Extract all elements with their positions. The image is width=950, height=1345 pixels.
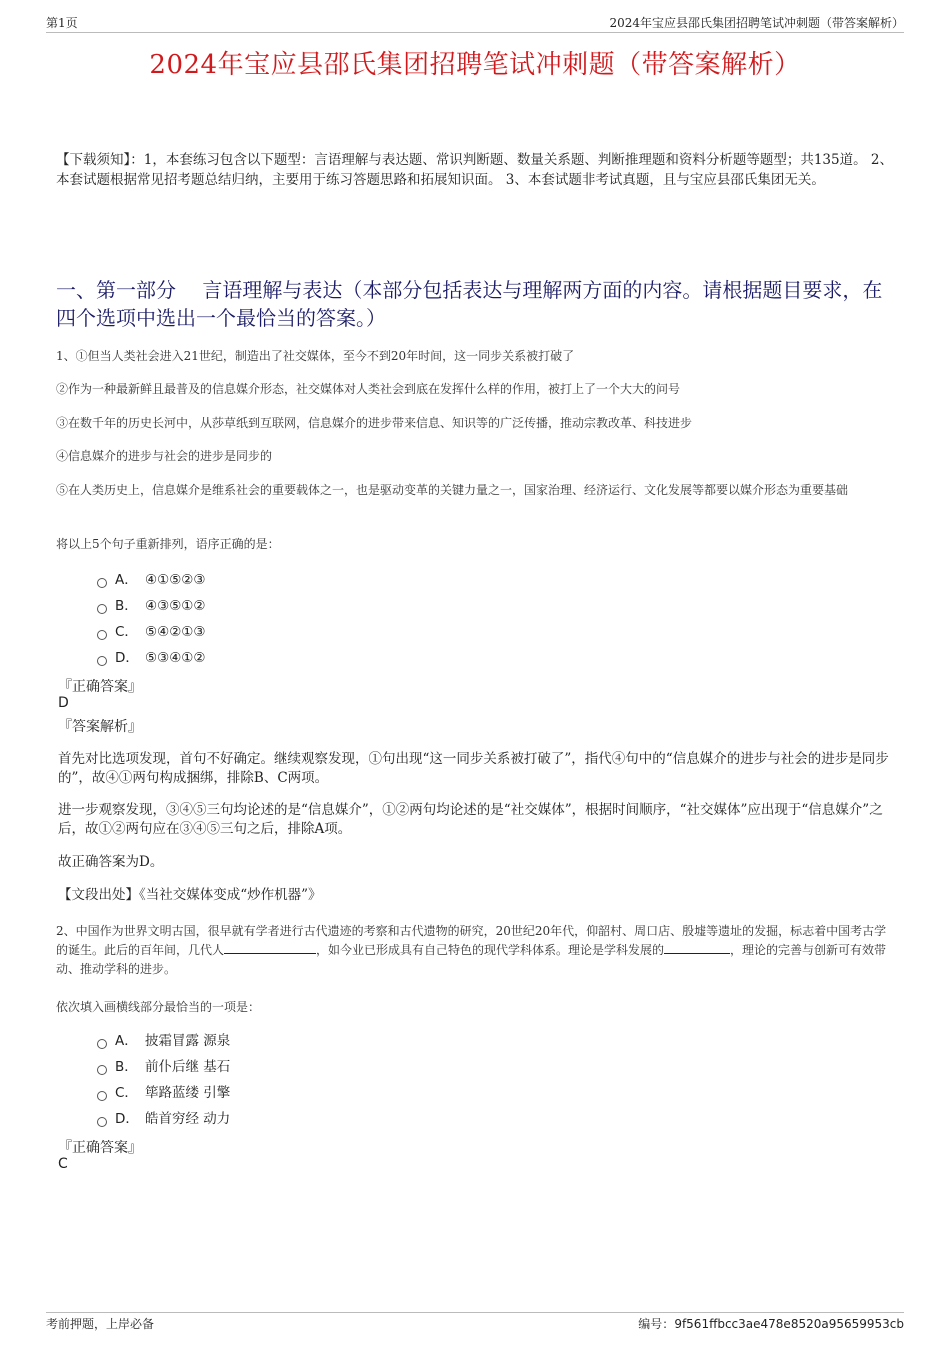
q1-analysis-1: 首先对比选项发现，首句不好确定。继续观察发现，①句出现“这一同步关系被打破了”，指代④句中的“信息媒介的进步与社会的进步是同步的”，故④①两句构成捆绑，排除B、C两项。 [58,751,889,786]
option-text: ④③⑤①② [145,598,206,614]
q2-blank-1 [224,941,316,954]
q1-sentence-2: ②作为一种最新鲜且最普及的信息媒介形态，社交媒体对人类社会到底在发挥什么样的作用，被打上了一个大大的问号 [56,382,681,396]
footer-divider [46,1312,904,1313]
footer-code-label: 编号： [638,1317,675,1331]
footer-code [638,1315,904,1332]
q2-prompt: 依次填入画横线部分最恰当的一项是： [56,1000,261,1014]
download-notice: 【下载须知】：1，本套练习包含以下题型：言语理解与表达题、常识判断题、数量关系题、判断推理题和资料分析题等题型；共135道。 2、本套试题根据常见招考题总结归纳，主要用于练习答题思路和拓展知识面。 3、本套试题非考试真题，且与宝应县邵氏集团无关。 [56,152,893,188]
option-text: 皓首穷经 动力 [145,1111,231,1127]
option-letter: D． [115,650,139,666]
q2-stem-part-a: 2、中国作为世界文明古国，很早就有学者进行古代遗迹的考察和古代遗物的研究，20世纪20年代，仰韶村、周口店、殷墟等遗址的发掘，标志着中国考古学的诞生。此后的百年间，几代人 [56,924,887,957]
option-text: 筚路蓝缕 引擎 [145,1085,231,1101]
q1-prompt: 将以上5个句子重新排列，语序正确的是： [56,537,280,551]
page-title: 2024年宝应县邵氏集团招聘笔试冲刺题（带答案解析） [149,50,801,80]
q1-analysis-3: 故正确答案为D。 [58,854,164,870]
q1-sentence-1: 1、①但当人类社会进入21世纪，制造出了社交媒体，至今不到20年时间，这一同步关系被打破了 [56,349,575,363]
option-text: 披霜冒露 源泉 [145,1033,231,1049]
option-text: ④①⑤②③ [145,572,206,588]
option-letter: A． [115,572,138,588]
q2-stem [56,922,898,979]
q2-option-b[interactable] [97,1057,230,1077]
option-letter: D． [115,1111,139,1127]
option-letter: C． [115,624,138,640]
option-letter: B． [115,1059,138,1075]
option-letter: A． [115,1033,138,1049]
q2-answer: C [58,1156,68,1172]
q1-option-a[interactable] [97,570,206,590]
q1-sentence-4: ④信息媒介的进步与社会的进步是同步的 [56,449,273,463]
radio-icon[interactable] [97,604,107,614]
radio-icon[interactable] [97,1039,107,1049]
q2-answer-label: 『正确答案』 [58,1140,142,1156]
radio-icon[interactable] [97,1065,107,1075]
radio-icon[interactable] [97,1091,107,1101]
q1-option-b[interactable] [97,596,206,616]
q1-analysis-label: 『答案解析』 [58,719,142,735]
q1-answer: D [58,695,69,711]
option-text: ⑤④②①③ [145,624,206,640]
q2-option-a[interactable] [97,1031,230,1051]
option-letter: C． [115,1085,138,1101]
q2-option-d[interactable] [97,1109,230,1129]
q2-option-c[interactable] [97,1083,230,1103]
q2-stem-part-b: ，如今业已形成具有自己特色的现代学科体系。理论是学科发展的 [316,943,665,957]
section-heading: 一、第一部分 言语理解与表达（本部分包括表达与理解两方面的内容。请根据题目要求，在四个选项中选出一个最恰当的答案。） [56,278,883,330]
option-letter: B． [115,598,138,614]
q2-stem-part-d: 理论的完善与创新可有效带动、推动学科的进步。 [56,943,887,976]
q1-option-d[interactable] [97,648,206,668]
radio-icon[interactable] [97,630,107,640]
q1-sentence-5: ⑤在人类历史上，信息媒介是维系社会的重要载体之一，也是驱动变革的关键力量之一，国家治理、经济运行、文化发展等都要以媒介形态为重要基础 [56,483,849,497]
option-text: 前仆后继 基石 [145,1059,231,1075]
q1-analysis-2: 进一步观察发现，③④⑤三句均论述的是“信息媒介”，①②两句均论述的是“社交媒体”，根据时间顺序，“社交媒体”应出现于“信息媒介”之后，故①②两句应在③④⑤三句之后，排除A项。 [58,802,883,837]
option-text: ⑤③④①② [145,650,206,666]
radio-icon[interactable] [97,1117,107,1127]
radio-icon[interactable] [97,578,107,588]
header-divider [46,32,904,33]
page-number: 第1页 [46,16,78,30]
q1-option-c[interactable] [97,622,206,642]
q1-sentence-3: ③在数千年的历史长河中，从莎草纸到互联网，信息媒介的进步带来信息、知识等的广泛传播，推动宗教改革、科技进步 [56,416,693,430]
radio-icon[interactable] [97,656,107,666]
footer-code-value: 9f561ffbcc3ae478e8520a95659953cb [674,1317,904,1331]
q1-answer-label: 『正确答案』 [58,679,142,695]
footer-slogan: 考前押题，上岸必备 [46,1317,155,1331]
q2-blank-2 [664,941,730,954]
header-doc-title: 2024年宝应县邵氏集团招聘笔试冲刺题（带答案解析） [609,16,904,30]
q1-source: 【文段出处】《当社交媒体变成“炒作机器”》 [58,887,322,903]
q2-stem-part-c: ， [730,943,743,957]
